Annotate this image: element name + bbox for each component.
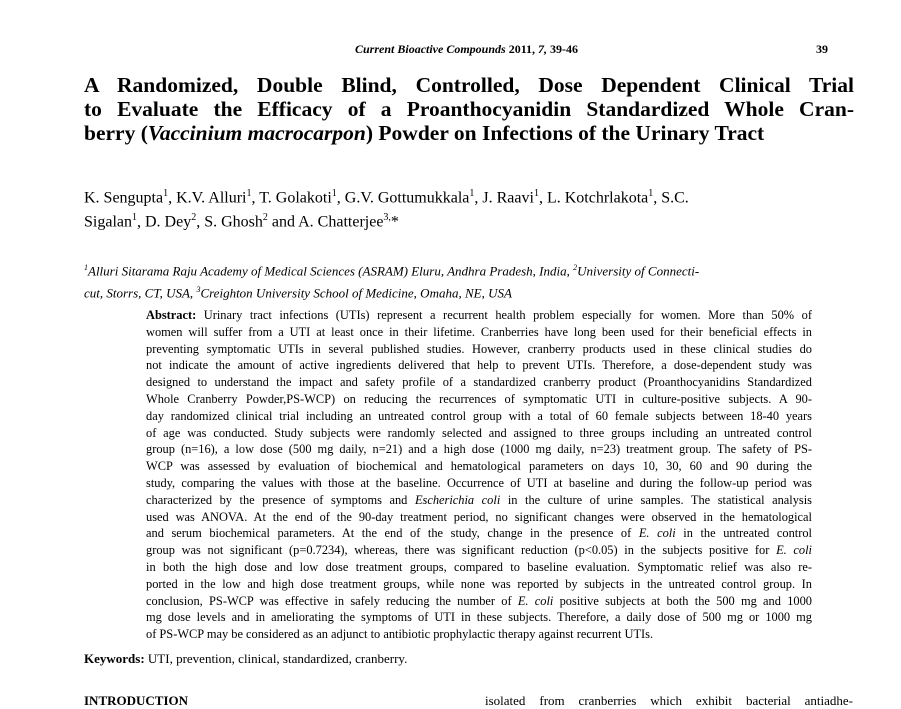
text-segment: of PS-WCP may be considered as an adjunct to antibiotic prophylactic therapy against recurrent UTIs. [146, 627, 654, 642]
text-segment: positive subjects at both the 500 mg and 1000 [553, 593, 812, 608]
text-line [84, 121, 854, 145]
superscript: 1 [163, 188, 169, 199]
text-line [146, 626, 812, 643]
text-segment: of age was conducted. Study subjects were randomly selected and assigned to three groups including an untreated control [146, 425, 812, 440]
superscript: 1 [84, 263, 88, 272]
text-segment: mg dose levels and in ameliorating the symptoms of UTI in these subjects. Therefore, a daily dose of 500 mg or 1000 mg [146, 610, 812, 625]
keywords-text: UTI, prevention, clinical, standardized, cranberry. [144, 651, 408, 666]
text-line [84, 280, 699, 302]
paper-title [84, 73, 854, 145]
superscript: 2 [191, 212, 197, 224]
text-segment: Whole Cranberry Powder,PS-WCP) on reducing the recurrences of symptomatic UTI in culture-positive subjects. A 90- [146, 391, 812, 406]
text-line [84, 208, 689, 232]
text-segment: group (n=16), a low dose (500 mg daily, n=21) and a high dose (1000 mg daily, n=23) treatment group. The safety of PS- [146, 442, 812, 457]
text-line [146, 391, 812, 408]
text-line [146, 341, 812, 358]
superscript: 1 [331, 188, 337, 199]
text-segment: Creighton University School of Medicine, Omaha, NE, USA [200, 285, 512, 301]
text-line [146, 374, 812, 391]
text-line [146, 425, 812, 442]
text-line [84, 184, 689, 208]
superscript: 1 [533, 188, 539, 199]
text-line [146, 609, 812, 626]
text-line [146, 525, 812, 542]
text-line [146, 475, 812, 492]
abstract [146, 307, 812, 643]
text-line [146, 492, 812, 509]
text-line [146, 458, 812, 475]
author-list [84, 184, 689, 233]
text-line [84, 73, 854, 97]
text-segment: berry ( [84, 121, 148, 145]
text-segment: used was ANOVA. At the end of the 90-day treatment period, no significant changes were observed in the hematological [146, 509, 812, 524]
superscript: 3 [196, 285, 201, 295]
italic-text: E. coli [517, 593, 554, 608]
text-segment: K. Sengupta [84, 189, 164, 207]
superscript: 1 [246, 188, 252, 199]
text-segment: , D. Dey [137, 213, 192, 231]
keywords [84, 651, 407, 667]
italic-text: E. coli [638, 526, 676, 541]
superscript: 3, [383, 212, 391, 224]
text-segment: , L. Kotchrlakota [538, 189, 649, 207]
text-segment: WCP was assessed by evaluation of biochemical and hematological parameters on days 10, 30, 60 and 90 during the [146, 459, 812, 474]
text-segment: cut, Storrs, CT, USA, [84, 285, 197, 301]
text-segment: , S. Ghosh [196, 213, 263, 231]
text-line [84, 97, 854, 121]
text-segment: Alluri Sitarama Raju Academy of Medical Sciences (ASRAM) Eluru, Andhra Pradesh, India, [88, 263, 574, 279]
text-segment: Urinary tract infections (UTIs) represent a recurrent health problem especially for women. More than 50% of [196, 308, 812, 322]
text-segment: ported in the low and high dose treatment groups, while none was reported by subjects in the untreated control group. In [146, 576, 812, 591]
text-segment: , S.C. [653, 189, 689, 207]
text-segment: , J. Raavi [474, 189, 534, 207]
superscript: 2 [262, 212, 268, 224]
keywords-label: Keywords: [84, 651, 145, 666]
text-segment: University of Connecti- [577, 263, 700, 279]
text-line [146, 441, 812, 458]
text-segment: A Randomized, Double Blind, Controlled, Dose Dependent Clinical Trial [84, 73, 854, 97]
text-segment: designed to understand the impact and safety profile of a standardized cranberry product (Proanthocyanidins Standardized [146, 375, 812, 390]
text-segment: and A. Chatterjee [267, 213, 384, 231]
text-segment: day randomized clinical trial including an untreated control group with a total of 60 female subjects between 18-40 years [146, 408, 812, 423]
journal-pages: 39-46 [550, 42, 579, 56]
text-line [146, 593, 812, 610]
superscript: 1 [469, 188, 475, 199]
text-line [146, 307, 812, 324]
affiliations [84, 258, 699, 303]
page-number: 39 [816, 42, 828, 56]
text-segment: Abstract: [146, 308, 197, 322]
journal-name: Current Bioactive Compounds [355, 42, 506, 56]
text-line [84, 258, 699, 280]
text-line [146, 357, 812, 374]
italic-text: Vaccinium macrocarpon [147, 121, 366, 145]
text-segment: Sigalan [84, 213, 132, 231]
text-segment: conclusion, PS-WCP was effective in safely reducing the number of [146, 593, 518, 608]
text-segment: , K.V. Alluri [168, 189, 247, 207]
superscript: 1 [648, 188, 654, 199]
text-segment: in both the high dose and low dose treatment groups, compared to baseline evaluation. Symptomatic relief was also re- [146, 559, 812, 574]
italic-text: E. coli [776, 543, 812, 558]
text-segment: preventing symptomatic UTIs in several published studies. However, cranberry products used in these clinical studies do [146, 341, 812, 356]
journal-year: 2011, [508, 42, 536, 56]
text-line [146, 324, 812, 341]
journal-volume: 7, [538, 42, 548, 56]
text-segment: in the culture of urine samples. The statistical analysis [500, 492, 812, 507]
superscript: 1 [132, 212, 137, 224]
text-segment: to Evaluate the Efficacy of a Proanthocyanidin Standardized Whole Cran- [84, 97, 854, 121]
superscript: 2 [573, 263, 578, 272]
text-segment: , T. Golakoti [251, 189, 332, 207]
journal-citation [355, 42, 578, 57]
text-segment: * [390, 213, 399, 231]
text-segment: women will suffer from a UTI at least once in their lifetime. Cranberries have long been used for their beneficial effects in [146, 324, 812, 339]
text-line [146, 542, 812, 559]
text-segment: not indicate the amount of active ingredients delivered that help to prevent UTIs. Therefore, a dose-dependent study was [146, 358, 812, 373]
text-segment: , G.V. Gottumukkala [336, 189, 470, 207]
text-line [146, 559, 812, 576]
text-line [146, 576, 812, 593]
text-segment: ) Powder on Infections of the Urinary Tract [365, 121, 765, 145]
text-line [146, 408, 812, 425]
text-line [146, 509, 812, 526]
introduction-heading: INTRODUCTION [84, 693, 189, 708]
right-column-text: isolated from cranberries which exhibit bacterial antiadhe- [485, 693, 853, 708]
text-segment: characterized by the presence of symptoms and [146, 492, 415, 507]
text-segment: group was not significant (p=0.7234), whereas, there was significant reduction (p<0.05) in the subjects positive for [146, 543, 777, 558]
text-segment: study, comparing the values with those at the baseline. Occurrence of UTI at baseline and during the follow-up period was [146, 475, 812, 490]
text-segment: in the untreated control [675, 526, 812, 541]
text-segment: and serum biochemical parameters. At the end of the study, change in the presence of [146, 526, 639, 541]
italic-text: Escherichia coli [414, 492, 501, 507]
